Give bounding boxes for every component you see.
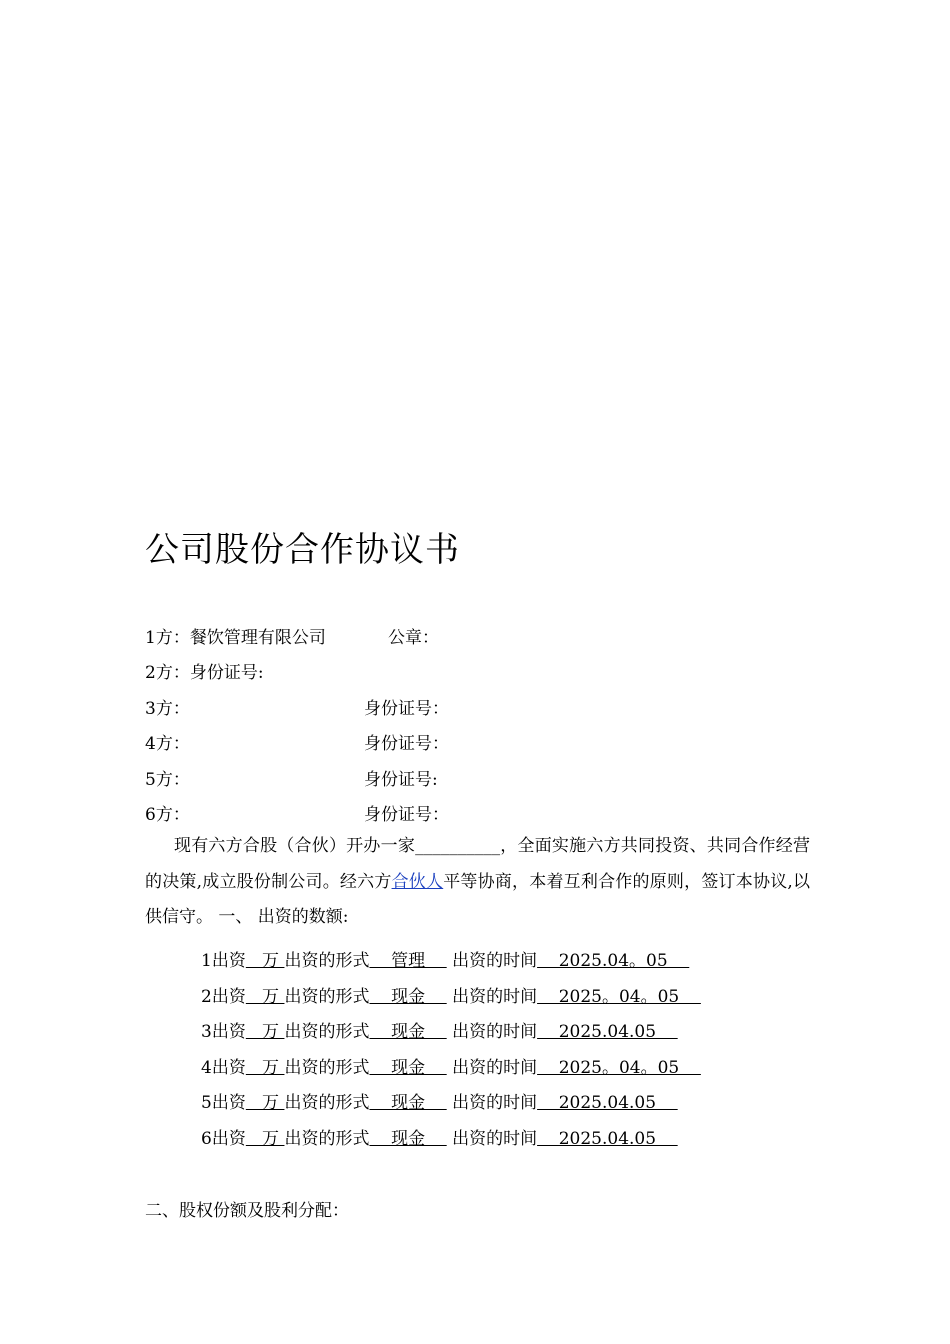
contribution-number: 6出资 xyxy=(201,1129,246,1149)
contribution-time: 2025。04。05 xyxy=(537,1058,701,1078)
contribution-time: 2025.04.05 xyxy=(537,1093,678,1113)
party-3-label: 3方： xyxy=(145,699,190,719)
party-6-id-label: 身份证号： xyxy=(364,805,449,825)
contribution-time: 2025。04。05 xyxy=(537,987,701,1007)
contribution-form-label: 出资的形式 xyxy=(284,1129,370,1149)
contribution-time-label: 出资的时间 xyxy=(446,987,538,1007)
contribution-form-label: 出资的形式 xyxy=(284,1058,370,1078)
company-name-blank: __________ xyxy=(415,836,501,856)
party-5-label: 5方： xyxy=(145,770,190,790)
party-2-label: 2方：身份证号: xyxy=(145,663,264,683)
contribution-number: 1出资 xyxy=(201,951,246,971)
contribution-time: 2025.04。05 xyxy=(537,951,690,971)
contribution-form-label: 出资的形式 xyxy=(284,1093,370,1113)
contribution-amount: 万 xyxy=(245,1058,285,1078)
contribution-form: 现金 xyxy=(369,1129,447,1149)
contribution-number: 2出资 xyxy=(201,987,246,1007)
contribution-form: 管理 xyxy=(369,951,447,971)
contribution-form-label: 出资的形式 xyxy=(284,1022,370,1042)
intro-text-3: 平等协商，本着互利合作的原则，签订本协议,以供信守。 一、 出资的数额: xyxy=(145,871,811,927)
contribution-time-label: 出资的时间 xyxy=(446,951,538,971)
partner-link[interactable]: 合伙人 xyxy=(391,871,444,892)
contribution-time-label: 出资的时间 xyxy=(446,1129,538,1149)
contribution-amount: 万 xyxy=(245,1129,285,1149)
party-4-id-label: 身份证号： xyxy=(364,734,449,754)
contribution-row xyxy=(201,1053,701,1078)
contribution-row xyxy=(201,1017,678,1042)
intro-text-1: 现有六方合股（合伙）开办一家 xyxy=(174,836,416,856)
contribution-time: 2025.04.05 xyxy=(537,1022,678,1042)
contribution-time-label: 出资的时间 xyxy=(446,1093,538,1113)
party-3-id-label: 身份证号： xyxy=(364,699,449,719)
page-title: 公司股份合作协议书 xyxy=(145,530,460,570)
intro-paragraph xyxy=(145,829,810,936)
party-6-label: 6方： xyxy=(145,805,190,825)
contribution-form: 现金 xyxy=(369,1058,447,1078)
party-5-id-label: 身份证号: xyxy=(364,770,438,790)
section-2-heading: 二、股权份额及股利分配： xyxy=(145,1201,349,1221)
intro-text-2: ，全面实施六方共同投资、共同合作经营的决策,成立股份制公司。经六方 xyxy=(145,836,810,892)
contribution-time-label: 出资的时间 xyxy=(446,1022,538,1042)
contribution-number: 4出资 xyxy=(201,1058,246,1078)
contribution-form: 现金 xyxy=(369,1093,447,1113)
contribution-amount: 万 xyxy=(245,987,285,1007)
contribution-number: 3出资 xyxy=(201,1022,246,1042)
contribution-row xyxy=(201,982,701,1007)
contribution-form-label: 出资的形式 xyxy=(284,987,370,1007)
party-1-label: 1方：餐饮管理有限公司 xyxy=(145,628,326,648)
contribution-row xyxy=(201,946,689,971)
party-1-seal-label: 公章： xyxy=(388,628,439,648)
contribution-time-label: 出资的时间 xyxy=(446,1058,538,1078)
contribution-number: 5出资 xyxy=(201,1093,246,1113)
party-4-label: 4方： xyxy=(145,734,190,754)
contribution-amount: 万 xyxy=(245,1093,285,1113)
contribution-amount: 万 xyxy=(245,1022,285,1042)
contribution-row xyxy=(201,1088,678,1113)
contribution-form-label: 出资的形式 xyxy=(284,951,370,971)
contribution-amount: 万 xyxy=(245,951,285,971)
contribution-row xyxy=(201,1124,678,1149)
contribution-form: 现金 xyxy=(369,987,447,1007)
contribution-time: 2025.04.05 xyxy=(537,1129,678,1149)
contribution-form: 现金 xyxy=(369,1022,447,1042)
